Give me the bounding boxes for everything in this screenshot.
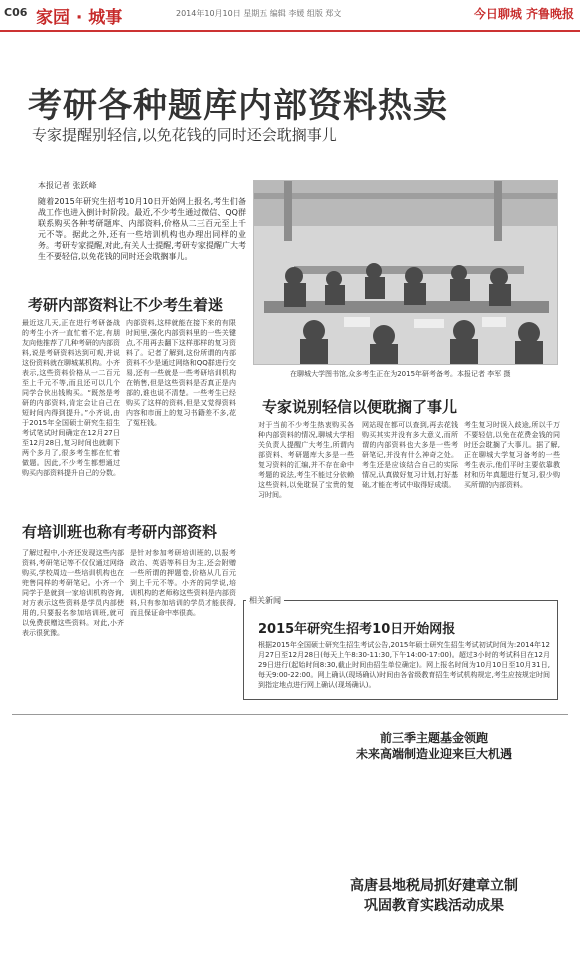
- brief-headline-1-line-1: 前三季主题基金领跑: [379, 731, 488, 745]
- byline: 本报记者 张跃峰: [38, 181, 97, 190]
- section-heading-2: 有培训班也称有考研内部资料: [22, 523, 218, 541]
- brief-headline-1-line-2: 未来高端制造业迎来巨大机遇: [355, 747, 512, 761]
- brief-headline-1: [304, 730, 564, 762]
- related-news-body: 根据2015年全国硕士研究生招生考试公告,2015年硕士研究生招生考试初试时间为:2014年12月27日至12月28日(每天上午8:30-11:30,下午14:00-17:00)。超过3小时的考试科目在12月29日进行(起始时间8:30,截止时间由招生单位确定)。网上报名时间为10月10日至10月31日,每天9:00-22:00。网上确认(现场确认)时间由各省级教育招生考试机构规定,考生应按规定时间到指定地点进行网上确认(现场确认)。: [258, 641, 550, 689]
- section-heading-1: 考研内部资料让不少考生着迷: [28, 296, 224, 314]
- section-divider: [12, 714, 568, 715]
- issue-meta: 2014年10月10日 星期五 编辑 李媛 组版 郑文: [176, 9, 342, 18]
- library-photo-illustration: [254, 181, 558, 365]
- body-column-5: 对于当前不少考生热衷购买各种内部资料的情况,聊城大学相关负责人提醒广大考生,所谓内部资料、考研题库大多是一些复习资料的汇编,并不存在命中考题的说法,考生不能过分依赖这些资料,以免耽误了宝贵的复习时间。: [258, 421, 354, 499]
- body-column-1: 最近这几天,正在进行考研备战的考生小齐一直忙着不定,有朋友向他推荐了几种考研的内部资料,说是考研资料达到可观,并说这份资料就在聊城某机构。小齐表示,这些资料价格从一二百元至上千元不等,而且还可以几个同学合伙出钱购买。“既然是考研的内部资料,肯定会让自己在短时间内得到提升。”小齐说,由于2015年全国硕士研究生招生考试笔试时间确定在12月27日至12月28日,复习时间也就剩下两个多月了,很多考生都在忙着做题。因此,不少考生都想通过购买内部资料提升自己的分数。: [22, 319, 120, 477]
- related-news-tag: 相关新闻: [246, 595, 284, 606]
- section-heading-3: 专家说别轻信以便耽搁了事儿: [262, 398, 458, 416]
- body-column-6: 网站现在都可以查到,再去花钱购买其实并没有多大意义,而所谓的内部资料也大多是一些考研笔记,并没有什么神奇之处。考生还是应该结合自己的实际情况,认真做好复习计划,打好基础,才能在考试中取得好成绩。: [362, 421, 458, 489]
- related-news-title: 2015年研究生招考10日开始网报: [258, 622, 456, 637]
- headline: 考研各种题库内部资料热卖: [28, 86, 448, 126]
- subheadline: 专家提醒别轻信,以免花钱的同时还会耽搁事儿: [32, 126, 337, 144]
- lead-paragraph: 随着2015年研究生招考10月10日开始网上报名,考生们备战工作也进入倒计时阶段。最近,不少考生通过微信、QQ群联系购买各种考研题库、内部资料,价格从二三百元至上千元不等。据此之外,还有一些培训机构也办理出同样的业务。考研专家提醒,对此,有关人士提醒,考研专家提醒广大考生不要轻信,以免花钱的同时还会耽搁事儿。: [38, 197, 246, 261]
- body-column-7: 考生复习时误入歧途,所以千万不要轻信,以免在花费金钱的同时还会耽搁了大事儿。据了解,正在聊城大学复习备考的一些考生表示,他们平时主要依靠教材和历年真题进行复习,很少购买所谓的内部资料。: [464, 421, 560, 489]
- brief-headline-2-line-2: 巩固教育实践活动成果: [364, 898, 504, 914]
- page-number: C06: [4, 6, 28, 19]
- photo-caption: 在聊城大学图书馆,众多考生正在为2015年研考备考。本报记者 李军 摄: [290, 370, 511, 378]
- section-name: 家园 · 城事: [36, 8, 123, 28]
- page-header: [0, 0, 580, 32]
- brief-headline-2: [304, 876, 564, 916]
- library-photo: [253, 180, 558, 365]
- body-column-4: 是针对参加考研培训班的,以报考政治、英语等科目为主,还会附赠一些所谓的押题卷,价格从几百元到上千元不等。小齐的同学说,培训机构的老师称这些资料是内部资料,只有参加培训的学员才能获得,而且保证命中率很高。: [130, 549, 236, 617]
- body-column-2: 内部资料,这样就能在接下来的有限时间里,强化内部资料里的一些关键点,不用再去翻下这样那样的复习资料了。记者了解到,这份所谓的内部资料不少是通过网络和QQ群进行交易,还有一些就是一些考研培训机构在销售,但是这些资料是否真正是内部的,谁也说不清楚。一些考生已经购买了这样的资料,但是又觉得资料内容和市面上的复习书籍差不多,花了冤枉钱。: [126, 319, 236, 427]
- brief-headline-2-line-1: 高唐县地税局抓好建章立制: [350, 878, 518, 894]
- body-column-3: 了解过程中,小齐还发现这些内部资料,考研笔记等不仅仅通过网络购买,学校周边一些培训机构也在兜售同样的考研笔记。小齐一个同学于是就到一家培训机构咨询,对方表示这些资料是学员内部使用的,只要报名参加培训班,就可以免费获赠这些资料。对此,小齐表示很犹豫。: [22, 549, 124, 637]
- newspaper-brand: 今日聊城 齐鲁晚报: [473, 7, 574, 21]
